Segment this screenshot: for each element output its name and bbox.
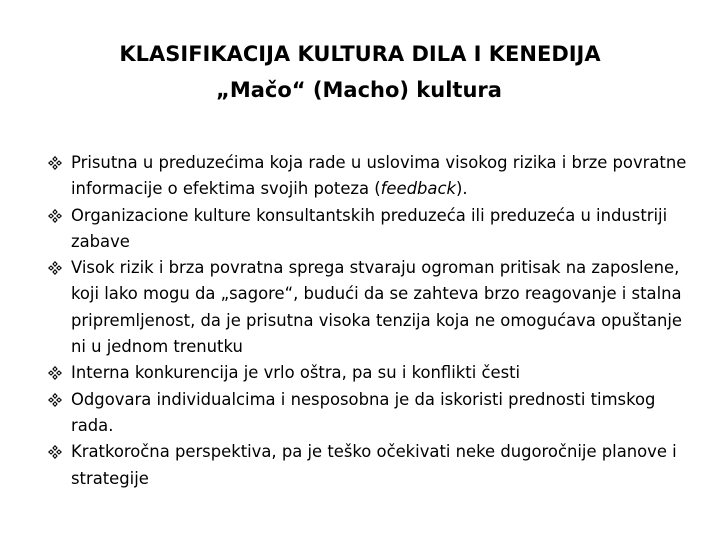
four-diamond-bullet-icon xyxy=(48,156,62,170)
four-diamond-bullet-icon xyxy=(48,393,62,407)
bullet-item xyxy=(48,203,688,256)
bullet-text: Interna konkurencija je vrlo oštra, pa su i konflikti česti xyxy=(71,363,521,383)
bullet-text: Visok rizik i brza povratna sprega stvaraju ogroman pritisak na zaposlene, koji lako mogu da „sagore“, budući da se zahteva brzo reagovanje i stalna pripremljenost, da je prisutna visoka tenzija koja ne omogućava opuštanje ni u jednom trenutku xyxy=(71,258,682,357)
bullet-text-italic: feedback xyxy=(380,179,456,199)
bullet-text: ). xyxy=(455,179,468,199)
four-diamond-bullet-icon xyxy=(48,261,62,275)
bullet-text: Organizacione kulture konsultantskih preduzeća ili preduzeća u industriji zabave xyxy=(71,205,668,251)
bullet-text: Prisutna u preduzećima koja rade u uslovima visokog rizika i brze povratne informacije o efektima svojih poteza ( xyxy=(71,153,687,199)
bullet-item xyxy=(48,439,688,492)
bullet-item xyxy=(48,387,688,440)
slide-title xyxy=(0,36,720,108)
bullet-text: Odgovara individualcima i nesposobna je da iskoristi prednosti timskog rada. xyxy=(71,389,656,435)
bullet-item xyxy=(48,255,688,360)
bullet-text: Kratkoročna perspektiva, pa je teško očekivati neke dugoročnije planove i strategije xyxy=(71,442,677,488)
title-line-2: „Mačo“ (Macho) kultura xyxy=(216,78,502,102)
bullet-item xyxy=(48,360,688,386)
four-diamond-bullet-icon xyxy=(48,445,62,459)
bullet-item xyxy=(48,150,688,203)
four-diamond-bullet-icon xyxy=(48,209,62,223)
bullet-list xyxy=(48,150,688,492)
title-line-1: KLASIFIKACIJA KULTURA DILA I KENEDIJA xyxy=(119,42,601,66)
four-diamond-bullet-icon xyxy=(48,366,62,380)
